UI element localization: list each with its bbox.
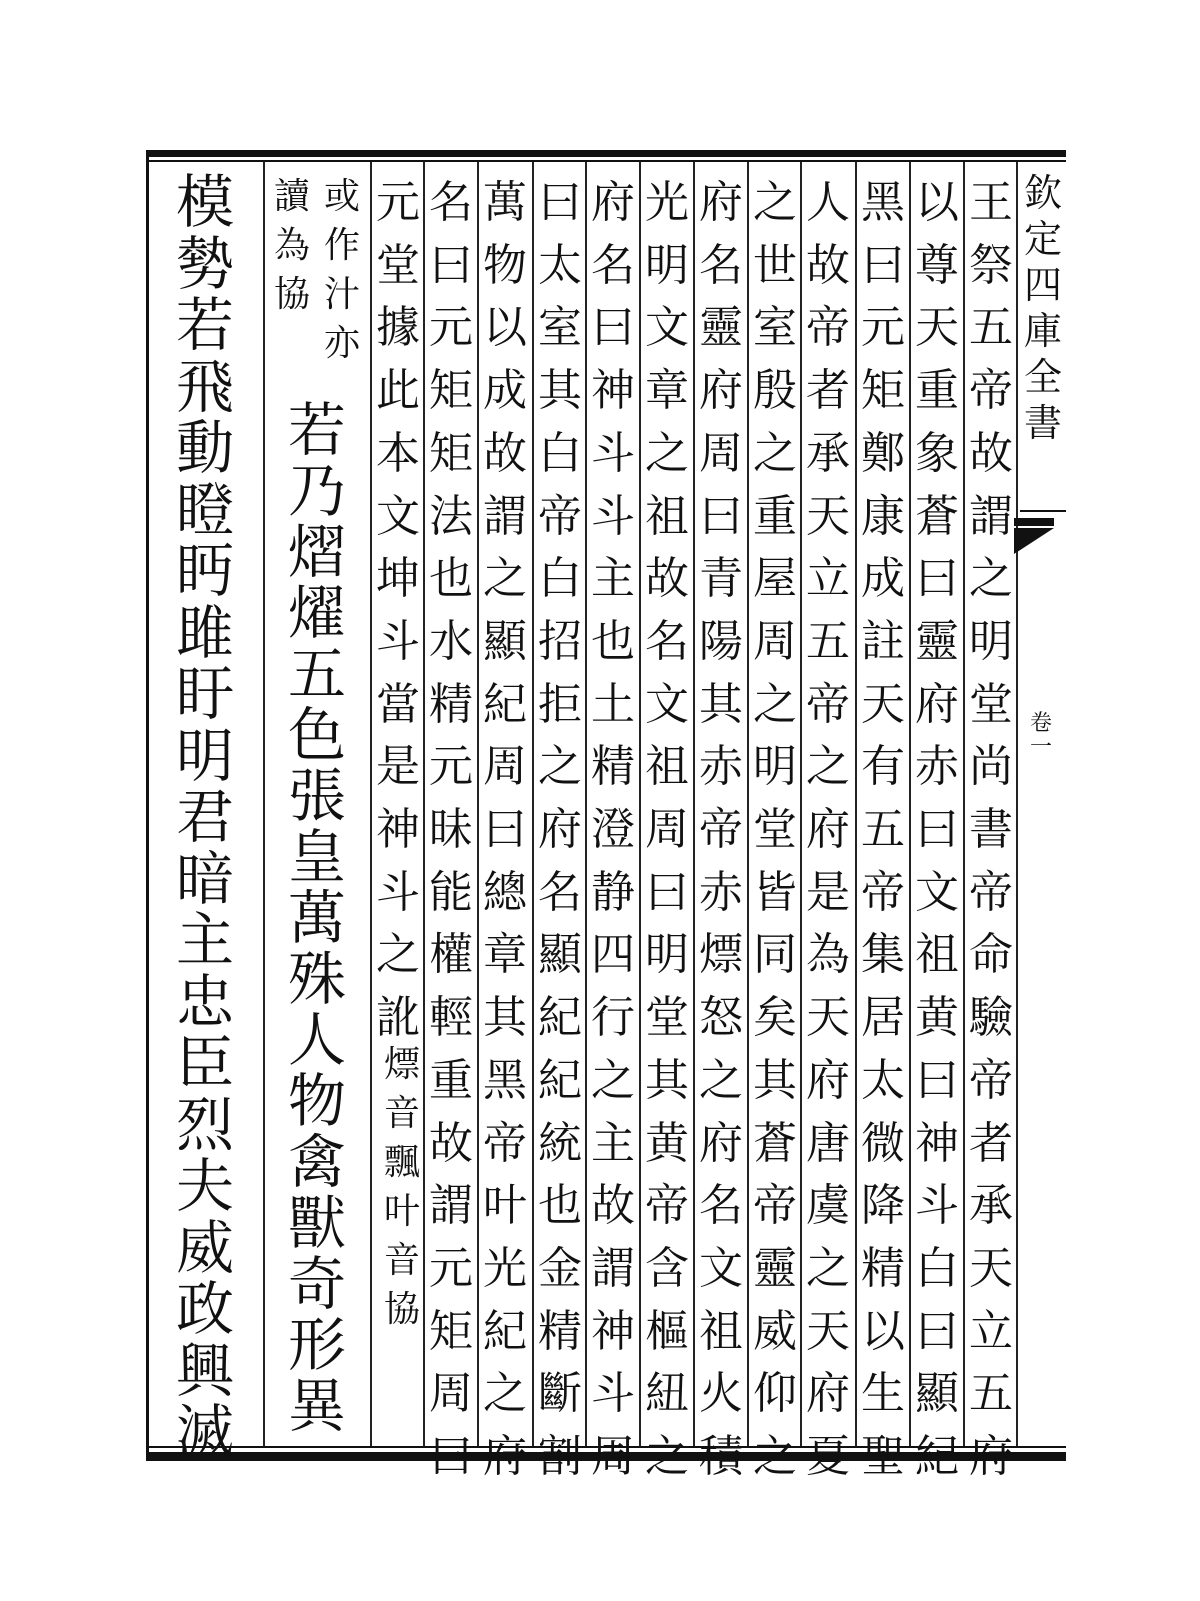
top-border <box>146 150 1066 157</box>
text-column: 王祭五帝故謂之明堂尚書帝命驗帝者承天立五府 <box>969 177 1013 1483</box>
text-column: 府名曰神斗斗主也土精澄静四行之主故謂神斗周 <box>591 177 635 1483</box>
text-column: 以尊天重象蒼曰靈府赤曰文祖黄曰神斗白曰顯紀 <box>915 177 959 1483</box>
text-column: 之世室殷之重屋周之明堂皆同矣其蒼帝靈威仰之 <box>753 177 797 1483</box>
text-column: 府名靈府周曰青陽其赤帝赤熛怒之府名文祖火積 <box>699 177 743 1483</box>
note-column-right: 或作汁亦 <box>323 176 360 364</box>
main-text-column: 模勢若飛動瞪眄雎盱明君暗主忠臣烈夫威政興滅 <box>175 168 234 1466</box>
fish-tail-mark <box>1014 518 1054 526</box>
fish-tail-mark-wedge <box>1014 528 1054 554</box>
main-text-column: 若乃熠燿五色張皇萬殊人物禽獸奇形異 <box>287 396 346 1440</box>
margin-rule <box>1020 510 1066 512</box>
column-divider <box>263 162 265 1446</box>
text-column: 黑曰元矩鄭康成註天有五帝集居太微降精以生聖 <box>861 177 905 1483</box>
text-column: 名曰元矩矩法也水精元昧能權輕重故謂元矩周曰 <box>429 177 473 1483</box>
text-column: 人故帝者承天立五帝之府是為天府唐虞之天府夏 <box>806 177 850 1483</box>
note-column-left: 讀為協 <box>273 176 310 315</box>
text-column: 萬物以成故謂之顯紀周曰總章其黑帝叶光紀之府 <box>483 177 527 1483</box>
margin-volume-label: 卷一 <box>1029 711 1052 760</box>
margin-book-title: 欽定四庫全書 <box>1023 171 1062 445</box>
text-column: 曰太室其白帝白招拒之府名顯紀紀統也金精斷割 <box>538 177 582 1483</box>
left-border <box>146 150 149 1461</box>
note-column-bottom: 熛音飄叶音協 <box>383 1044 420 1330</box>
text-column: 光明文章之祖故名文祖周曰明堂其黄帝含樞紐之 <box>645 177 689 1483</box>
text-column: 元堂據此本文坤斗當是神斗之訛 <box>376 177 420 1044</box>
top-border-inner <box>146 160 1066 162</box>
